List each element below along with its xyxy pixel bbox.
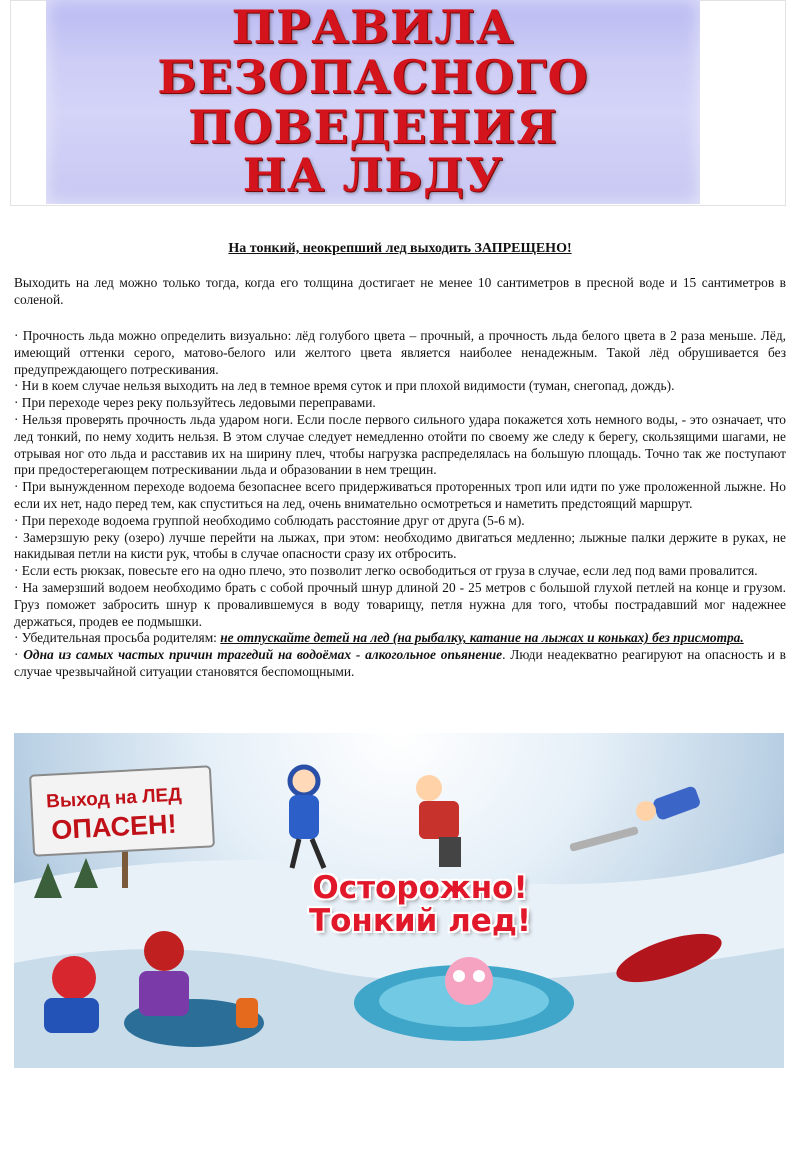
rules-list [14,328,786,681]
title-line-1: ПРАВИЛА [231,0,515,54]
skater-head [290,767,318,795]
rule-item: · При переходе водоема группой необходимо соблюдать расстояние друг от друга (5-6 м). [14,512,525,528]
warning-headline: На тонкий, неокрепший лед выходить ЗАПРЕЩЕНО! [228,241,572,256]
intro-paragraph: Выходить на лед можно только тогда, когда его толщина достигает не менее 10 сантиметров в пресной воде и 15 сантиметров в соленой. [14,275,786,307]
rule-item: · При вынужденном переходе водоема безопаснее всего придерживаться проторенных троп или идти по уже проложенной лыжне. Но если их нет, надо перед тем, как спуститься на лед, очень внимательно осмотреться и наметить предстоящий маршрут. [14,479,786,511]
kid-coat [139,971,189,1016]
title-line-3: ПОВЕДЕНИЯ [188,100,558,154]
parents-request-emphasis: не отпускайте детей на лед (на рыбалку, катание на лыжах и коньках) без присмотра. [220,630,744,646]
kid-helmet [144,931,184,971]
man-body [419,801,459,839]
cartoon-character [445,957,493,1005]
sled [569,826,639,852]
rule-item: · На замерзший водоем необходимо брать с собой прочный шнур длиной 20 - 25 метров с большой глухой петлей на конце и грузом. Груз поможет забросить шнур к провалившемуся в воду товарищу, петля нужна для того, чтобы пострадавший мог надежнее держаться, продев ее подмышки. [14,579,786,629]
rule-item: · При переходе через реку пользуйтесь ледовыми переправами. [14,395,376,411]
parents-request [14,630,786,647]
kid-body [44,998,99,1033]
skater-body [289,795,319,839]
alcohol-note [14,647,786,681]
title-line-4: НА ЛЬДУ [242,148,504,202]
rule-item: · Нельзя проверять прочность льда ударом ноги. Если после первого сильного удара покажется хоть немного воды, - это означает, что лед тонкий, по нему ходить нельзя. В этом случае следует немедленно отойти по своему же следу к берегу, скользящими шагами, не отрывая ног ото льда и расставив их на ширину плеч, чтобы нагрузка распределялась на большую площадь. Точно так же поступают при предостерегающем потрескивании льда и образовании в нем трещин. [14,411,786,478]
rule-item: · Если есть рюкзак, повесьте его на одно плечо, это позволит легко освободиться от груза в случае, если лед под вами провалится. [14,563,758,579]
sign-line-1: Выход на ЛЕД [45,784,183,813]
rule-item: · Прочность льда можно определить визуально: лёд голубого цвета – прочный, а прочность льда белого цвета в 2 раза меньше. Лёд, имеющий оттенки серого, матово-белого или желтого цвета является наиболее ненадежным. Такой лёд обрушивается без предупреждающего потрескивания. [14,328,786,377]
title-line-2: БЕЗОПАСНОГО [157,50,589,104]
alcohol-note-lead: · [14,647,24,663]
fisherman [236,998,258,1028]
alcohol-note-emphasis: Одна из самых частых причин трагедий на водоёмах - алкогольное опьянение [23,647,503,663]
sign-line-2: ОПАСЕН! [50,808,178,846]
man-legs [439,837,461,867]
caution-line-2: Тонкий лед! [308,903,532,939]
man-head [416,775,442,801]
rule-item: · Замерзшую реку (озеро) лучше перейти на лыжах, при этом: необходимо двигаться медленно; лыжные палки держите в руках, не накидывая петли на кисти рук, чтобы в случае опасности сразу их отбросить. [14,529,786,562]
rule-item: · Ни в коем случае нельзя выходить на лед в темное время суток и при плохой видимости (туман, снегопад, дождь). [14,378,675,394]
kid-hat [52,956,96,1000]
falling-skater [652,785,702,821]
alcohol-note-rest: . Люди неадекватно реагируют на опасность и в случае чрезвычайной ситуации становятся беспомощными. [14,647,786,679]
parents-request-lead: · Убедительная просьба родителям: [14,630,221,646]
title-banner [46,0,700,204]
caution-line-1: Осторожно! [312,870,528,906]
falling-skater-head [636,801,656,821]
